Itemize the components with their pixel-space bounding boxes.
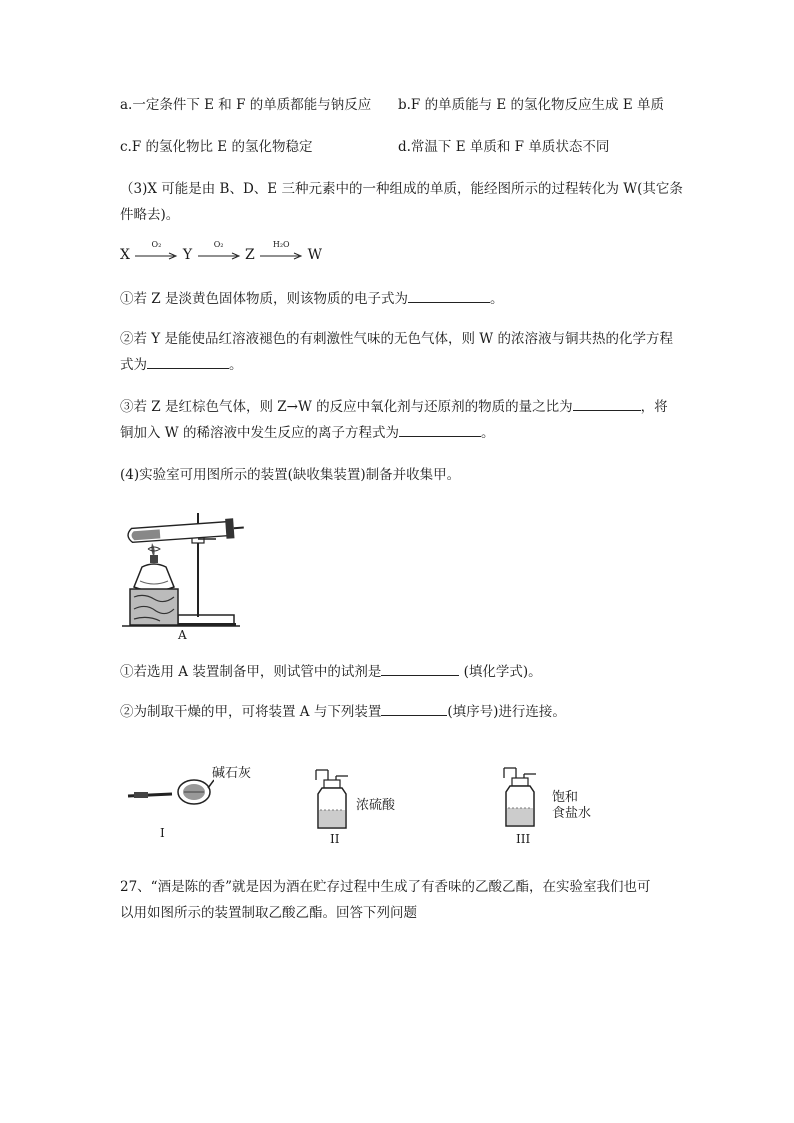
chain-cond-1: O₂ [151,240,162,249]
answer-blank[interactable] [381,703,447,716]
q3-intro-line1: （3)X 可能是由 B、D、E 三种元素中的一种组成的单质，能经图所示的过程转化为 W(其它条 [120,181,683,197]
q3-sub1-end: 。 [489,291,504,307]
chain-arrow-3 [259,240,303,264]
q3-sub1-text: ①若 Z 是淡黄色固体物质，则该物质的电子式为 [120,291,408,307]
q3-sub3-line1 [120,398,668,416]
fig-a-label: A [178,628,187,642]
option-a: a.一定条件下 E 和 F 的单质都能与钠反应 [120,97,372,113]
chain-arrow-2 [197,240,241,264]
device-ii-roman: II [330,832,340,846]
answer-blank[interactable] [381,663,459,676]
option-d: d.常温下 E 单质和 F 单质状态不同 [398,139,610,155]
answer-blank[interactable] [147,356,229,369]
q3-sub2-line1: ②若 Y 是能使品红溶液褪色的有刺激性气味的无色气体，则 W 的浓溶液与铜共热的化学方程 [120,331,673,347]
apparatus-a-figure [120,505,255,645]
answer-blank[interactable] [573,398,641,411]
q3-sub3-line2 [120,424,494,442]
device-iii-label-line1: 饱和 [552,790,579,805]
q4-sub2-end: (填序号)进行连接。 [447,704,566,720]
device-i-roman: I [160,826,165,840]
wash-bottle-iii-figure [500,764,540,830]
q27-line2: 以用如图所示的装置制取乙酸乙酯。回答下列问题 [120,905,417,921]
q3-intro-line2: 件略去)。 [120,207,180,223]
device-ii-label: 浓硫酸 [356,798,396,813]
q4-sub1 [120,663,542,681]
drying-tube-figure [124,770,214,810]
chain-z: Z [245,247,255,263]
q3-sub3-text: ③若 Z 是红棕色气体，则 Z→W 的反应中氧化剂与还原剂的物质的量之比为 [120,399,573,415]
q3-sub3-mid: ，将 [640,399,668,415]
chain-y: Y [182,247,193,263]
chain-cond-2: O₂ [213,240,224,249]
q3-sub3-end: 。 [480,425,495,441]
option-c: c.F 的氢化物比 E 的氢化物稳定 [120,139,313,155]
q27-line1: 27、“酒是陈的香”就是因为酒在贮存过程中生成了有香味的乙酸乙酯，在实验室我们也可 [120,879,651,895]
q3-sub1 [120,290,503,308]
q4-sub1-end: (填化学式)。 [459,664,542,680]
device-iii-label-line2: 食盐水 [552,806,592,821]
device-iii-label [552,790,591,822]
q4-sub2 [120,703,566,721]
q3-sub2-text: 式为 [120,357,147,373]
q4-intro: (4)实验室可用图所示的装置(缺收集装置)制备并收集甲。 [120,467,461,483]
chain-arrow-1 [134,240,178,264]
chain-w: W [307,247,323,263]
device-i-label: 碱石灰 [212,766,252,781]
chain-x: X [120,247,130,263]
reaction-chain [120,240,323,264]
q3-sub3-text2: 铜加入 W 的稀溶液中发生反应的离子方程式为 [120,425,399,441]
answer-blank[interactable] [408,290,490,303]
q4-sub2-text: ②为制取干燥的甲，可将装置 A 与下列装置 [120,704,382,720]
wash-bottle-ii-figure [312,766,352,832]
chain-cond-3: H₂O [272,240,290,249]
answer-blank[interactable] [399,424,481,437]
option-b: b.F 的单质能与 E 的氢化物反应生成 E 单质 [398,97,664,113]
q3-sub2-line2 [120,356,243,374]
device-iii-roman: III [516,832,531,846]
q4-sub1-text: ①若选用 A 装置制备甲，则试管中的试剂是 [120,664,382,680]
q3-sub2-end: 。 [229,357,243,373]
